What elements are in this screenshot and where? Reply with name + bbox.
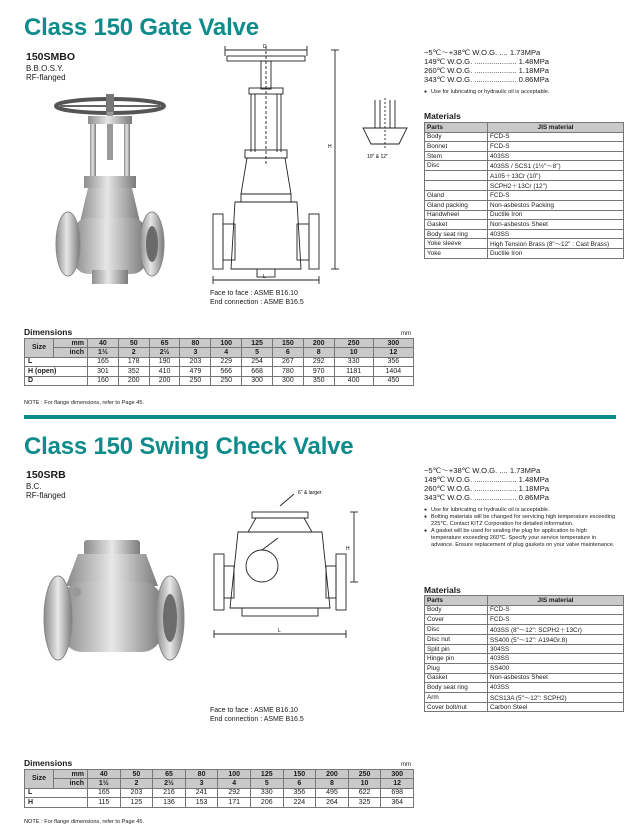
dim-size-inch: 6 — [272, 348, 303, 357]
materials-row — [425, 151, 624, 161]
check-note-1: ● Use for lubricating or hydraulic oil is acceptable. — [424, 507, 616, 514]
material-part: Gasket — [425, 220, 488, 230]
materials-row — [425, 634, 624, 644]
gate-valve-title: Class 150 Gate Valve — [24, 14, 259, 41]
check-dimensions-unit: mm — [401, 762, 411, 768]
dim-value: 115 — [88, 798, 121, 807]
dim-value: 136 — [153, 798, 186, 807]
material-part: Yoke sleeve — [425, 239, 488, 249]
material-part: Disc — [425, 624, 488, 634]
material-part: Body seat ring — [425, 229, 488, 239]
dim-value: 410 — [149, 367, 180, 376]
dim-size-inch: 8 — [303, 348, 334, 357]
dim-size-mm: 150 — [283, 770, 316, 779]
material-part: Yoke — [425, 249, 488, 259]
material-spec: Ductile Iron — [488, 210, 624, 220]
check-materials-title: Materials — [424, 585, 461, 595]
dim-value: 153 — [185, 798, 218, 807]
material-spec: High Tension Brass (8"〜12" : Cast Brass) — [488, 239, 624, 249]
material-spec: 403SS — [488, 151, 624, 161]
dim-size-mm: 200 — [316, 770, 349, 779]
material-part: Gland — [425, 191, 488, 201]
material-spec: Non-asbestos Sheet — [488, 673, 624, 683]
dim-size-inch: 10 — [348, 779, 381, 788]
dim-value: 400 — [334, 376, 373, 385]
dim-size-inch: 10 — [334, 348, 373, 357]
dim-value: 254 — [242, 357, 273, 366]
materials-row — [425, 171, 624, 181]
check-rating-4: 343℃ W.O.G. .................... 0.86MPa — [424, 493, 550, 502]
dim-size-mm: 40 — [88, 770, 121, 779]
material-spec: 403SS — [488, 654, 624, 664]
materials-row — [425, 654, 624, 664]
dim-value-row — [25, 376, 414, 385]
materials-row — [425, 249, 624, 259]
dim-size-mm: 125 — [250, 770, 283, 779]
dim-size-inch: 2 — [118, 348, 149, 357]
dim-value: 1181 — [334, 367, 373, 376]
dim-value: 264 — [316, 798, 349, 807]
dim-size-inch: 3 — [185, 779, 218, 788]
material-spec: 403SS / SCS1 (1½"〜8") — [488, 161, 624, 171]
dim-value: 970 — [303, 367, 334, 376]
gate-dimensions-unit: mm — [401, 331, 411, 337]
material-part: Hinge pin — [425, 654, 488, 664]
material-spec: FCD-S — [488, 142, 624, 152]
check-rating-2: 149℃ W.O.G. .................... 1.48MPa — [424, 475, 550, 484]
dim-value: 300 — [242, 376, 273, 385]
material-part: Disc — [425, 161, 488, 171]
material-spec: SS400 — [488, 663, 624, 673]
dim-unit-mm: mm — [54, 339, 88, 348]
dim-size-mm: 80 — [185, 770, 218, 779]
check-dimensions-table — [24, 769, 414, 808]
check-rating-1: −5℃〜+38℃ W.O.G. .... 1.73MPa — [424, 466, 541, 475]
gate-dim-d-label: D — [263, 44, 267, 50]
check-valve-title: Class 150 Swing Check Valve — [24, 433, 354, 460]
materials-row — [425, 132, 624, 142]
gate-end-connection: End connection : ASME B16.5 — [210, 299, 304, 306]
dim-value: 241 — [185, 788, 218, 797]
dim-size-mm: 150 — [272, 339, 303, 348]
materials-row — [425, 239, 624, 249]
check-pressure-ratings — [424, 466, 549, 502]
check-dim-l-label: L — [278, 628, 281, 634]
material-spec: FCD-S — [488, 615, 624, 625]
materials-row — [425, 142, 624, 152]
material-part — [425, 171, 488, 181]
material-part: Body — [425, 605, 488, 615]
gate-note-1: ● Use for lubricating or hydraulic oil is acceptable. — [424, 89, 624, 96]
dim-value: 622 — [348, 788, 381, 797]
dim-size-inch-row — [25, 348, 414, 357]
check-dim-h-label: H — [346, 546, 350, 552]
dim-size-inch: 1½ — [88, 779, 121, 788]
materials-row — [425, 181, 624, 191]
materials-header-row — [425, 123, 624, 133]
materials-header-row — [425, 596, 624, 606]
dim-size-inch: 2½ — [149, 348, 180, 357]
dim-size-mm: 125 — [242, 339, 273, 348]
dim-row-label: H (open) — [25, 367, 88, 376]
material-spec: FCD-S — [488, 191, 624, 201]
material-part: Gasket — [425, 673, 488, 683]
dim-size-mm: 80 — [180, 339, 211, 348]
dim-value: 780 — [272, 367, 303, 376]
gate-sub-2: RF-flanged — [26, 73, 66, 82]
dim-size-mm: 200 — [303, 339, 334, 348]
dim-value: 479 — [180, 367, 211, 376]
materials-header-material: JIS material — [488, 596, 624, 606]
dim-size-inch: 12 — [381, 779, 414, 788]
material-spec: SCPH2＋13Cr (12") — [488, 181, 624, 191]
dim-size-mm-row — [25, 339, 414, 348]
dim-size-inch: 2½ — [153, 779, 186, 788]
dim-unit-inch: inch — [54, 348, 88, 357]
dim-value: 178 — [118, 357, 149, 366]
material-spec: 403SS — [488, 229, 624, 239]
check-note-2: ● Bolting materials will be changed for servicing high temperature exceeding 225℃. Contact KITZ Corporation for detailed information. — [424, 514, 616, 528]
dim-size-inch: 3 — [180, 348, 211, 357]
dim-value: 224 — [283, 798, 316, 807]
dim-size-inch: 4 — [218, 779, 251, 788]
dim-row-label: L — [25, 357, 88, 366]
materials-row — [425, 663, 624, 673]
material-part: Plug — [425, 663, 488, 673]
dim-value: 200 — [118, 376, 149, 385]
dim-size-mm: 100 — [211, 339, 242, 348]
dim-size-label: Size — [25, 339, 54, 358]
dim-unit-inch: inch — [54, 779, 88, 788]
material-part: Cover — [425, 615, 488, 625]
check-model-code: 150SRB — [26, 469, 66, 481]
check-sub-2: RF-flanged — [26, 491, 66, 500]
materials-header-parts: Parts — [425, 596, 488, 606]
dim-size-mm: 65 — [149, 339, 180, 348]
material-spec: SS400 (5"〜12": A194Gr.8) — [488, 634, 624, 644]
dim-size-mm: 250 — [348, 770, 381, 779]
gate-materials-title: Materials — [424, 111, 461, 121]
materials-row — [425, 200, 624, 210]
dim-value: 160 — [88, 376, 119, 385]
gate-dim-h-label: H — [328, 144, 332, 150]
materials-header-parts: Parts — [425, 123, 488, 133]
dim-value: 250 — [180, 376, 211, 385]
gate-detail-size-label: 10" & 12" — [367, 154, 388, 160]
check-detail-size-label: 6" & larger — [298, 490, 322, 496]
dim-value: 566 — [211, 367, 242, 376]
gate-materials-table — [424, 122, 624, 259]
material-spec: Non-asbestos Packing — [488, 200, 624, 210]
material-spec: FCD-S — [488, 132, 624, 142]
material-spec: 403SS — [488, 683, 624, 693]
dim-value: 165 — [88, 357, 119, 366]
check-notes — [424, 507, 616, 549]
dim-size-inch: 6 — [283, 779, 316, 788]
dim-value-row — [25, 357, 414, 366]
dim-value: 352 — [118, 367, 149, 376]
dim-value-row — [25, 367, 414, 376]
dim-row-label: L — [25, 788, 88, 797]
dim-value: 292 — [218, 788, 251, 797]
material-part: Body seat ring — [425, 683, 488, 693]
gate-footnote: NOTE : For flange dimensions, refer to Page 45. — [24, 400, 145, 406]
section-divider — [24, 415, 616, 419]
gate-valve-photo — [48, 92, 178, 292]
materials-row — [425, 615, 624, 625]
dim-value: 325 — [348, 798, 381, 807]
materials-row — [425, 191, 624, 201]
material-part: Disc nut — [425, 634, 488, 644]
dim-value: 203 — [180, 357, 211, 366]
check-dimensions-title: Dimensions — [24, 758, 73, 768]
check-materials-table — [424, 595, 624, 712]
materials-row — [425, 692, 624, 702]
material-part: Gland packing — [425, 200, 488, 210]
materials-row — [425, 605, 624, 615]
dim-value: 200 — [149, 376, 180, 385]
materials-row — [425, 220, 624, 230]
dim-value: 350 — [303, 376, 334, 385]
check-end-connection: End connection : ASME B16.5 — [210, 716, 304, 723]
dim-value: 450 — [373, 376, 413, 385]
gate-dim-l-label: L — [263, 274, 266, 280]
dim-size-inch-row — [25, 779, 414, 788]
materials-header-material: JIS material — [488, 123, 624, 133]
dim-size-mm: 100 — [218, 770, 251, 779]
dim-value: 165 — [88, 788, 121, 797]
dim-value: 364 — [381, 798, 414, 807]
dim-row-label: D — [25, 376, 88, 385]
dim-size-mm: 250 — [334, 339, 373, 348]
materials-row — [425, 210, 624, 220]
gate-rating-2: 149℃ W.O.G. .................... 1.48MPa — [424, 57, 550, 66]
dim-size-mm: 300 — [381, 770, 414, 779]
dim-value: 330 — [334, 357, 373, 366]
materials-row — [425, 624, 624, 634]
dim-value: 250 — [211, 376, 242, 385]
materials-row — [425, 161, 624, 171]
gate-face-to-face: Face to face : ASME B16.10 — [210, 290, 298, 297]
dim-value: 495 — [316, 788, 349, 797]
dim-value-row — [25, 798, 414, 807]
dim-size-mm: 65 — [153, 770, 186, 779]
material-spec: SCS13A (5"〜12": SCPH2) — [488, 692, 624, 702]
dim-size-inch: 12 — [373, 348, 413, 357]
gate-rating-3: 260℃ W.O.G. .................... 1.18MPa — [424, 66, 550, 75]
dim-value: 330 — [250, 788, 283, 797]
dim-size-mm: 50 — [120, 770, 153, 779]
material-spec: 403SS (8"〜12": SCPH2＋13Cr) — [488, 624, 624, 634]
check-note-3: ● A gasket will be used for sealing the plug for application to high temperature exceeding 260℃. Specify your service temperature in advance. Ensure replacement of plug gaskets on your valve maintenance. — [424, 528, 616, 549]
material-part: Split pin — [425, 644, 488, 654]
dim-value-row — [25, 788, 414, 797]
dim-size-inch: 8 — [316, 779, 349, 788]
material-spec: A105＋13Cr (10") — [488, 171, 624, 181]
dim-size-inch: 5 — [242, 348, 273, 357]
materials-row — [425, 673, 624, 683]
dim-value: 301 — [88, 367, 119, 376]
dim-size-inch: 2 — [120, 779, 153, 788]
material-part: Bonnet — [425, 142, 488, 152]
materials-row — [425, 683, 624, 693]
material-part: Stem — [425, 151, 488, 161]
dim-size-mm: 300 — [373, 339, 413, 348]
material-spec: Ductile Iron — [488, 249, 624, 259]
dim-value: 190 — [149, 357, 180, 366]
material-part: Cover bolt/nut — [425, 702, 488, 712]
gate-dimensions-title: Dimensions — [24, 327, 73, 337]
material-spec: Non-asbestos Sheet — [488, 220, 624, 230]
dim-value: 206 — [250, 798, 283, 807]
dim-size-inch: 4 — [211, 348, 242, 357]
dim-size-mm-row — [25, 770, 414, 779]
dim-size-label: Size — [25, 770, 54, 789]
material-spec: FCD-S — [488, 605, 624, 615]
check-valve-drawing — [208, 488, 368, 648]
dim-value: 292 — [303, 357, 334, 366]
gate-yoke-detail-drawing — [355, 98, 415, 168]
dim-value: 356 — [373, 357, 413, 366]
dim-value: 229 — [211, 357, 242, 366]
dim-value: 125 — [120, 798, 153, 807]
dim-value: 356 — [283, 788, 316, 797]
dim-value: 203 — [120, 788, 153, 797]
gate-pressure-ratings — [424, 48, 549, 84]
materials-row — [425, 644, 624, 654]
gate-rating-4: 343℃ W.O.G. .................... 0.86MPa — [424, 75, 550, 84]
dim-size-mm: 50 — [118, 339, 149, 348]
dim-size-inch: 5 — [250, 779, 283, 788]
check-sub-1: B.C. — [26, 482, 42, 491]
check-footnote: NOTE : For flange dimensions, refer to Page 45. — [24, 819, 145, 825]
check-face-to-face: Face to face : ASME B16.10 — [210, 707, 298, 714]
dim-value: 216 — [153, 788, 186, 797]
material-spec: Carbon Steel — [488, 702, 624, 712]
gate-rating-1: −5℃〜+38℃ W.O.G. .... 1.73MPa — [424, 48, 541, 57]
dim-size-inch: 1½ — [88, 348, 119, 357]
gate-valve-drawing — [205, 44, 355, 284]
dim-row-label: H — [25, 798, 88, 807]
dim-value: 1404 — [373, 367, 413, 376]
dim-value: 267 — [272, 357, 303, 366]
material-part — [425, 181, 488, 191]
dim-value: 300 — [272, 376, 303, 385]
materials-row — [425, 702, 624, 712]
gate-dimensions-table — [24, 338, 414, 386]
dim-size-mm: 40 — [88, 339, 119, 348]
dim-unit-mm: mm — [54, 770, 88, 779]
dim-value: 668 — [242, 367, 273, 376]
materials-row — [425, 229, 624, 239]
material-part: Handwheel — [425, 210, 488, 220]
gate-model-code: 150SMBO — [26, 51, 76, 63]
check-rating-3: 260℃ W.O.G. .................... 1.18MPa — [424, 484, 550, 493]
material-spec: 304SS — [488, 644, 624, 654]
dim-value: 171 — [218, 798, 251, 807]
check-valve-photo — [40, 530, 190, 670]
gate-sub-1: B.B.O.S.Y. — [26, 64, 64, 73]
material-part: Body — [425, 132, 488, 142]
gate-notes — [424, 89, 624, 96]
dim-value: 698 — [381, 788, 414, 797]
material-part: Arm — [425, 692, 488, 702]
